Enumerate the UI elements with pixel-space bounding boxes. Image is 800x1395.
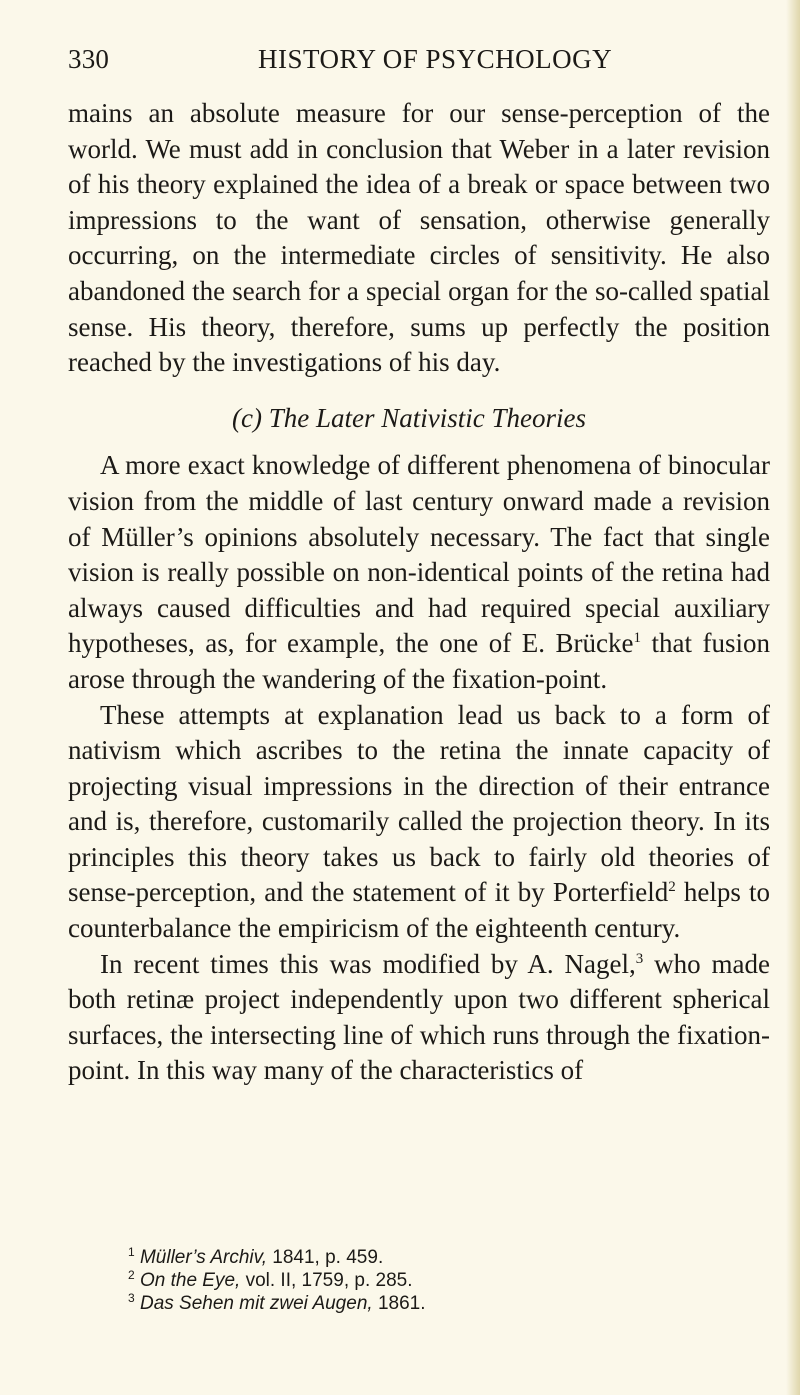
footnote-mark: 2 [128,1268,135,1282]
footnote-3 [128,1292,768,1315]
footnote-mark: 1 [128,1245,135,1259]
footnote-detail: 1841, p. 459. [267,1247,384,1268]
footnote-mark: 3 [128,1291,135,1305]
section-heading: (c) The Later Nativistic Theories [232,402,586,433]
paragraph-binocular-vision [68,448,770,697]
running-title: HISTORY OF PSYCHOLOGY [258,44,613,74]
footnote-ref-3: 3 [635,950,644,967]
paragraph-text: helps to counterbalance the empiricism of the eighteenth century. [68,877,770,944]
paragraph-text: These attempts at explanation lead us back to a form of nativism which ascribes to the retina the innate capacity of projecting visual impressions in the direction of their entrance and is, therefore, customarily called the projection theory. In its principles this theory takes us back to fairly old theories of sense-perception, and the statement of it by Porterfield [68,699,770,908]
footnote-ref-1: 1 [633,630,641,647]
book-page [68,0,770,1395]
footnote-1 [128,1246,768,1269]
page-number: 330 [68,44,110,74]
footnote-ref-2: 2 [668,879,676,896]
body-text [68,96,770,1089]
footnotes [128,1246,768,1315]
paragraph-text: In recent times this was modified by A. Nagel, [100,948,636,979]
footnote-title: Müller’s Archiv, [139,1247,268,1268]
footnote-2 [128,1269,768,1292]
paragraph-nagel [68,947,770,1089]
footnote-title: Das Sehen mit zwei Augen, [139,1293,373,1314]
running-head [68,44,770,80]
page-edge-shadow [786,0,800,1395]
footnote-detail: vol. II, 1759, p. 285. [240,1270,413,1291]
paragraph-projection-theory [68,698,770,947]
paragraph-text: that fusion arose through the wandering of the fixation-point. [68,628,770,694]
paragraph-continuation: mains an absolute measure for our sense-perception of the world. We must add in conclusion that Weber in a later revision of his theory explained the idea of a break or space between two impressions to the want of sensation, otherwise generally occurring, on the intermediate circles of sensitivity. He also abandoned the search for a special organ for the so-called spatial sense. His theory, therefore, sums up perfectly the position reached by the investigations of his day. [68,98,770,378]
paragraph-text: who made both retinæ project independently upon two different spherical surfaces, the intersecting line of which runs through the fixation-point. In this way many of the characteristics of [68,948,770,1086]
footnote-title: On the Eye, [139,1270,241,1291]
footnote-detail: 1861. [372,1293,426,1314]
paragraph-text: A more exact knowledge of different phenomena of binocular vision from the middle of last century onward made a revision of Müller’s opinions absolutely necessary. The fact that single vision is really possible on non-identical points of the retina had always caused difficulties and had required special auxiliary hypotheses, as, for example, the one of E. Brücke [68,450,770,659]
